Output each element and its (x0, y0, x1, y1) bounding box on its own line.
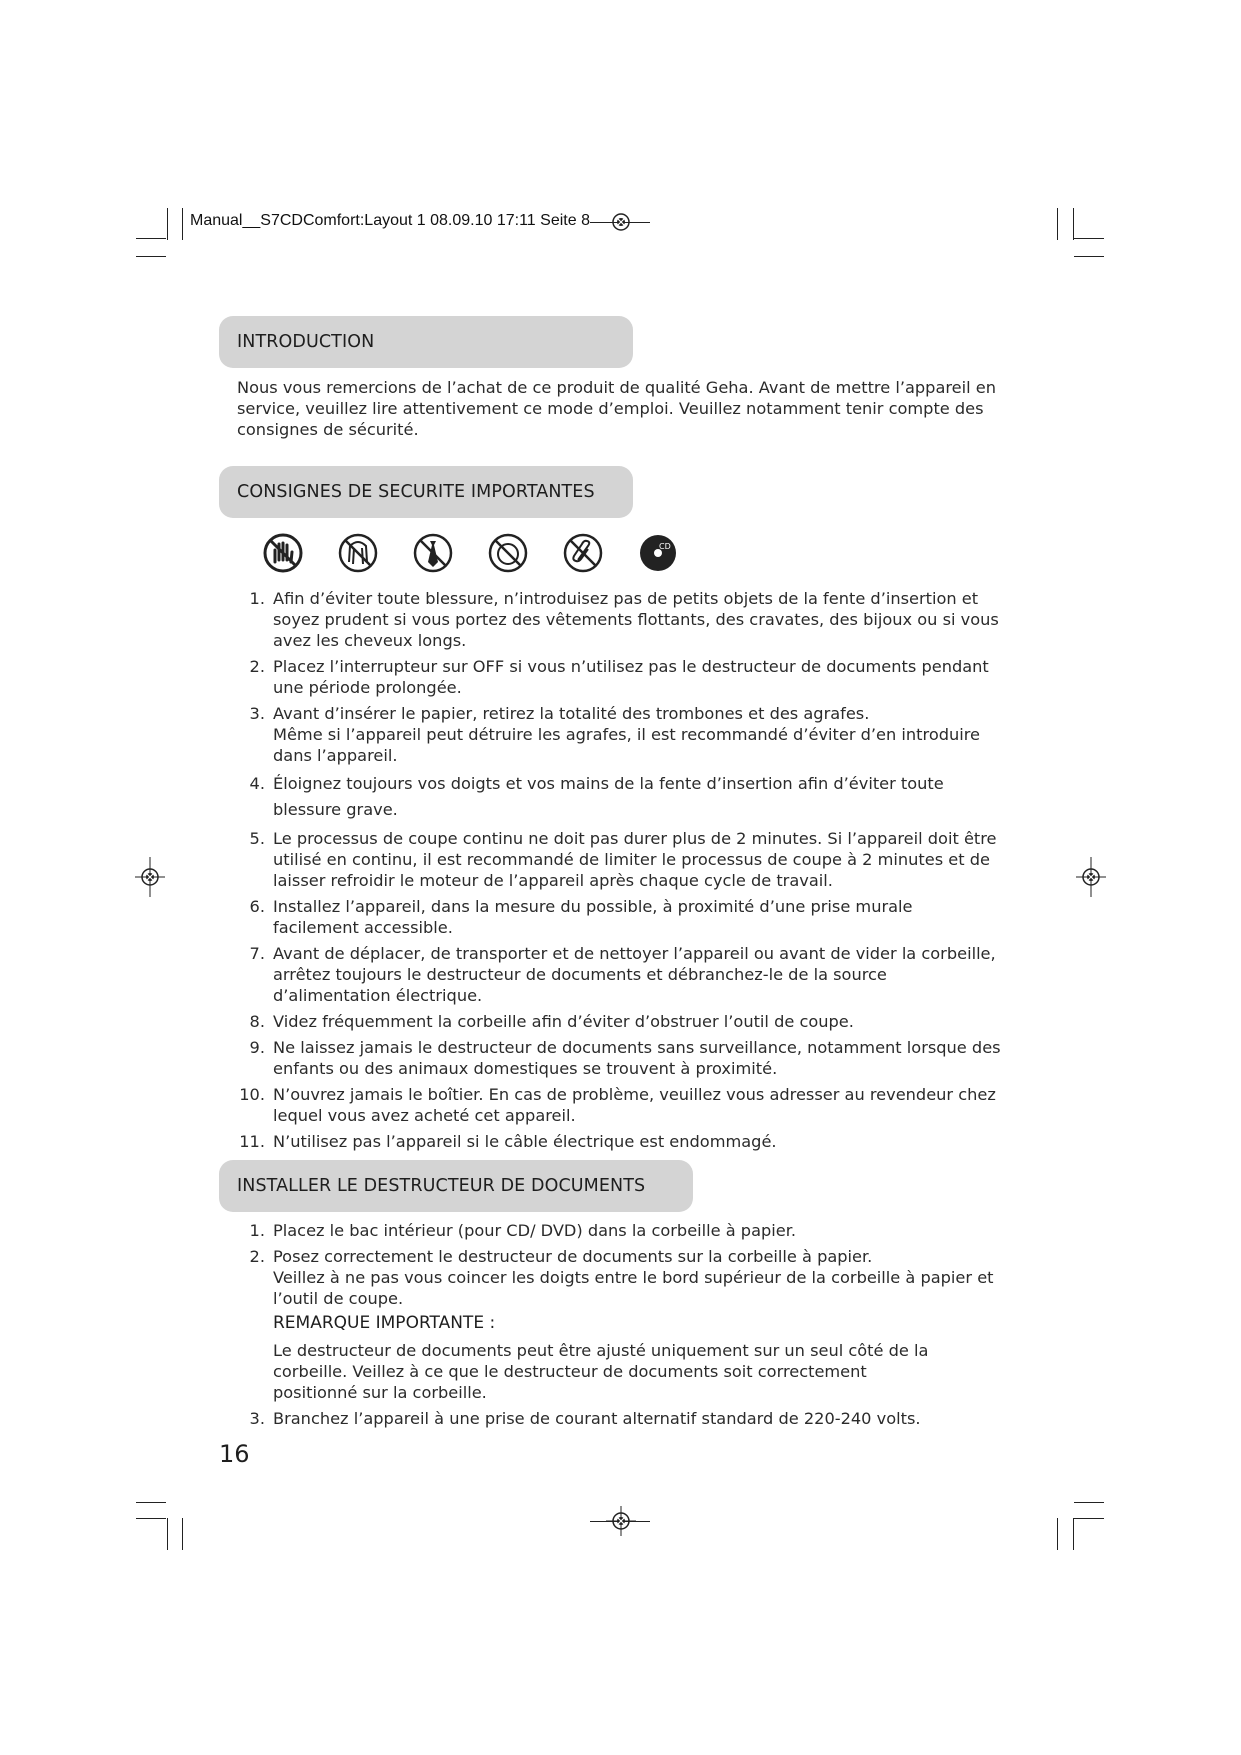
list-item (237, 943, 1007, 1006)
crop-mark (136, 1502, 166, 1503)
crop-mark (1073, 1518, 1074, 1550)
crop-mark (1074, 1502, 1104, 1503)
crop-mark (1057, 1518, 1058, 1550)
print-slug: Manual__S7CDComfort:Layout 1 08.09.10 17:11 Seite 8 (190, 212, 590, 229)
registration-mark-icon (135, 857, 165, 897)
crop-mark (1074, 1518, 1104, 1519)
list-item (237, 828, 1007, 891)
safety-list (237, 588, 1007, 1157)
list-item (237, 1131, 1007, 1152)
list-item (237, 1011, 1007, 1032)
crop-mark (136, 1518, 166, 1519)
item-text: Placez le bac intérieur (pour CD/ DVD) dans la corbeille à papier. (273, 1221, 797, 1240)
item-number: 9. (249, 1038, 265, 1057)
item-number: 3. (249, 704, 265, 723)
item-text: N’ouvrez jamais le boîtier. En cas de problème, veuillez vous adresser au revendeur chez lequel vous avez acheté cet appareil. (273, 1085, 996, 1125)
list-item (237, 1220, 1007, 1241)
item-number: 4. (249, 774, 265, 793)
list-item (237, 771, 1007, 823)
item-text: Installez l’appareil, dans la mesure du possible, à proximité d’une prise murale facilement accessible. (273, 897, 913, 937)
no-jewelry-icon (487, 532, 529, 574)
list-item (237, 1084, 1007, 1126)
no-tie-icon (412, 532, 454, 574)
item-text: Éloignez toujours vos doigts et vos mains de la fente d’insertion afin d’éviter toute blessure grave. (273, 774, 944, 819)
item-number: 1. (249, 589, 265, 608)
cd-icon (637, 532, 679, 574)
list-item (237, 896, 1007, 938)
note-title: REMARQUE IMPORTANTE : (273, 1313, 496, 1333)
note-text: Le destructeur de documents peut être ajusté uniquement sur un seul côté de la corbeille. Veillez à ce que le destructeur de documents soit correctement positionné sur la corbeille. (273, 1341, 929, 1402)
item-text-continued: Même si l’appareil peut détruire les agrafes, il est recommandé d’éviter d’en introduire dans l’appareil. (273, 725, 981, 765)
no-hands-icon (262, 532, 304, 574)
item-number: 2. (249, 657, 265, 676)
item-number: 8. (249, 1012, 265, 1031)
install-list (237, 1220, 1007, 1434)
no-hair-icon (337, 532, 379, 574)
item-text: Avant de déplacer, de transporter et de nettoyer l’appareil ou avant de vider la corbeille, arrêtez toujours le destructeur de documents et débranchez-le de la source d’alimentation électrique. (273, 944, 996, 1005)
registration-mark-icon (1076, 857, 1106, 897)
registration-mark-icon (606, 207, 636, 237)
item-number: 3. (249, 1409, 265, 1428)
item-text: Posez correctement le destructeur de documents sur la corbeille à papier. (273, 1247, 873, 1266)
section-header-introduction (219, 316, 633, 368)
item-number: 1. (249, 1221, 265, 1240)
crop-mark (136, 256, 166, 257)
item-text: N’utilisez pas l’appareil si le câble électrique est endommagé. (273, 1132, 777, 1151)
crop-mark (1074, 238, 1104, 239)
crop-mark (182, 208, 183, 240)
registration-mark-icon (606, 1506, 636, 1536)
section-header-install (219, 1160, 693, 1212)
item-number: 5. (249, 829, 265, 848)
svg-text:CD: CD (659, 542, 671, 551)
item-text: Le processus de coupe continu ne doit pas durer plus de 2 minutes. Si l’appareil doit être utilisé en continu, il est recommandé de limiter le processus de coupe à 2 minutes et de laisser refroidir le moteur de l’appareil après chaque cycle de travail. (273, 829, 997, 890)
crop-mark (1074, 256, 1104, 257)
list-item (237, 1037, 1007, 1079)
crop-mark (182, 1518, 183, 1550)
item-text-continued: Veillez à ne pas vous coincer les doigts entre le bord supérieur de la corbeille à papier et l’outil de coupe. (273, 1268, 994, 1308)
page-number: 16 (219, 1440, 250, 1468)
list-item (237, 703, 1007, 766)
list-item (237, 656, 1007, 698)
crop-mark (167, 208, 168, 240)
item-number: 2. (249, 1247, 265, 1266)
section-header-safety (219, 466, 633, 518)
crop-mark (1073, 208, 1074, 240)
crop-mark (1057, 208, 1058, 240)
list-item (237, 588, 1007, 651)
item-text: Ne laissez jamais le destructeur de documents sans surveillance, notamment lorsque des enfants ou des animaux domestiques se trouvent à proximité. (273, 1038, 1001, 1078)
list-item (237, 1246, 1007, 1403)
item-text: Branchez l’appareil à une prise de courant alternatif standard de 220-240 volts. (273, 1409, 921, 1428)
item-text: Videz fréquemment la corbeille afin d’éviter d’obstruer l’outil de coupe. (273, 1012, 854, 1031)
item-text: Afin d’éviter toute blessure, n’introduisez pas de petits objets de la fente d’insertion et soyez prudent si vous portez des vêtements flottants, des cravates, des bijoux ou si vous avez les cheveux longs. (273, 589, 999, 650)
item-number: 6. (249, 897, 265, 916)
item-number: 7. (249, 944, 265, 963)
section-title: INSTALLER LE DESTRUCTEUR DE DOCUMENTS (237, 1176, 646, 1196)
item-number: 11. (239, 1132, 265, 1151)
item-number: 10. (239, 1085, 265, 1104)
safety-icons-row (262, 532, 679, 574)
section-title: CONSIGNES DE SECURITE IMPORTANTES (237, 482, 595, 502)
crop-mark (136, 238, 166, 239)
list-item (237, 1408, 1007, 1429)
section-title: INTRODUCTION (237, 332, 375, 352)
crop-mark (167, 1518, 168, 1550)
intro-paragraph: Nous vous remercions de l’achat de ce produit de qualité Geha. Avant de mettre l’appareil en service, veuillez lire attentivement ce mode d’emploi. Veuillez notamment tenir compte des consignes de sécurité. (237, 378, 996, 439)
item-text: Avant d’insérer le papier, retirez la totalité des trombones et des agrafes. (273, 704, 870, 723)
item-text: Placez l’interrupteur sur OFF si vous n’utilisez pas le destructeur de documents pendant une période prolongée. (273, 657, 989, 697)
no-paperclip-icon (562, 532, 604, 574)
